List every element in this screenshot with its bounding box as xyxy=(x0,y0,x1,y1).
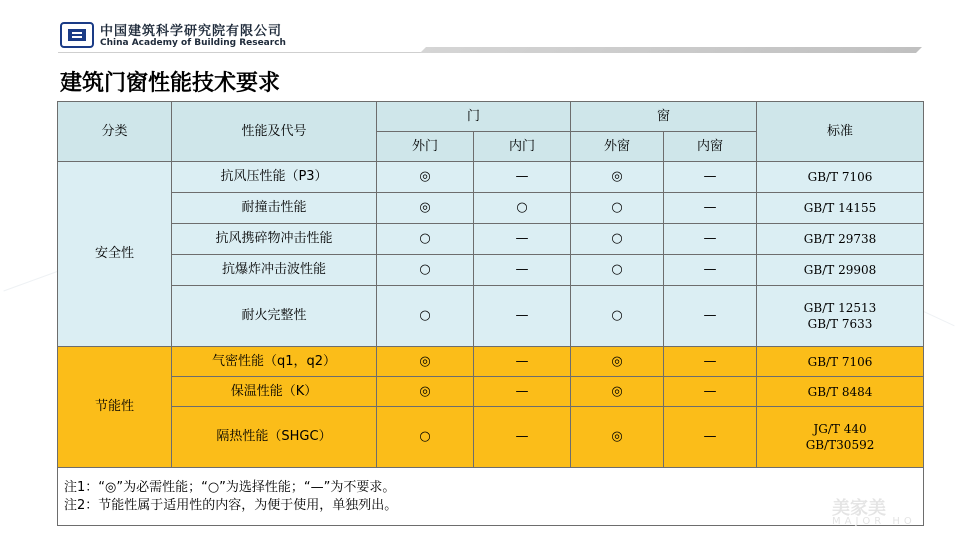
standard-code-secondary: GB/T30592 xyxy=(805,438,875,452)
inner-door-req: — xyxy=(474,347,571,377)
outer-window-req: ◎ xyxy=(571,162,664,193)
inner-window-req: — xyxy=(664,286,757,347)
inner-window-req: — xyxy=(664,377,757,407)
table-row xyxy=(58,255,924,286)
notes-row xyxy=(58,468,924,526)
outer-door-req: ○ xyxy=(377,286,474,347)
inner-window-req: — xyxy=(664,347,757,377)
header-standard: 标准 xyxy=(757,102,924,162)
standard-code: GB/T 7106 xyxy=(757,347,924,377)
table-row xyxy=(58,377,924,407)
outer-window-req: ○ xyxy=(571,224,664,255)
note-1: 注1：“◎”为必需性能；“○”为选择性能；“—”为不要求。 xyxy=(64,479,396,495)
org-name-cn: 中国建筑科学研究院有限公司 xyxy=(100,24,283,39)
outer-window-req: ◎ xyxy=(571,347,664,377)
watermark-en: MAJOR HO xyxy=(832,516,916,527)
header-row xyxy=(58,102,924,132)
subheader-outer-window: 外窗 xyxy=(571,132,664,162)
outer-door-req: ◎ xyxy=(377,347,474,377)
watermark-cn: 美家美 xyxy=(832,498,886,519)
performance-name: 抗爆炸冲击波性能 xyxy=(172,255,377,286)
standard-code: GB/T 29738 xyxy=(757,224,924,255)
notes-cell xyxy=(58,468,924,526)
performance-name: 抗风压性能（P3） xyxy=(172,162,377,193)
subheader-inner-window: 内窗 xyxy=(664,132,757,162)
table-row xyxy=(58,286,924,347)
org-name-en: China Academy of Building Research xyxy=(100,38,286,48)
table-row xyxy=(58,407,924,468)
table-row xyxy=(58,347,924,377)
subheader-inner-door: 内门 xyxy=(474,132,571,162)
inner-door-req: — xyxy=(474,255,571,286)
performance-name: 保温性能（K） xyxy=(172,377,377,407)
outer-door-req: ○ xyxy=(377,255,474,286)
performance-name: 抗风携碎物冲击性能 xyxy=(172,224,377,255)
inner-door-req: — xyxy=(474,286,571,347)
inner-door-req: — xyxy=(474,224,571,255)
inner-door-req: — xyxy=(474,407,571,468)
category-cell: 安全性 xyxy=(58,162,172,347)
inner-window-req: — xyxy=(664,255,757,286)
note-2: 注2：节能性属于适用性的内容，为便于使用，单独列出。 xyxy=(64,497,398,513)
standard-code: GB/T 29908 xyxy=(757,255,924,286)
inner-window-req: — xyxy=(664,407,757,468)
outer-door-req: ◎ xyxy=(377,193,474,224)
outer-door-req: ◎ xyxy=(377,162,474,193)
table-row xyxy=(58,162,924,193)
inner-door-req: — xyxy=(474,162,571,193)
inner-window-req: — xyxy=(664,193,757,224)
outer-window-req: ○ xyxy=(571,255,664,286)
table-row xyxy=(58,193,924,224)
inner-door-req: — xyxy=(474,377,571,407)
header-category: 分类 xyxy=(58,102,172,162)
inner-window-req: — xyxy=(664,162,757,193)
performance-table xyxy=(57,101,924,526)
standard-code: JG/T 440 xyxy=(813,422,867,436)
outer-door-req: ○ xyxy=(377,224,474,255)
outer-window-req: ○ xyxy=(571,286,664,347)
header-stripe xyxy=(420,47,922,53)
outer-window-req: ◎ xyxy=(571,407,664,468)
outer-window-req: ◎ xyxy=(571,377,664,407)
performance-name: 耐火完整性 xyxy=(172,286,377,347)
inner-door-req: ○ xyxy=(474,193,571,224)
header-door: 门 xyxy=(377,102,571,132)
inner-window-req: — xyxy=(664,224,757,255)
standard-code-secondary: GB/T 7633 xyxy=(807,317,873,331)
performance-name: 隔热性能（SHGC） xyxy=(172,407,377,468)
category-cell: 节能性 xyxy=(58,347,172,468)
table-row xyxy=(58,224,924,255)
academy-logo-icon xyxy=(60,22,94,48)
subheader-outer-door: 外门 xyxy=(377,132,474,162)
header-window: 窗 xyxy=(571,102,757,132)
standard-code-cell xyxy=(757,286,924,347)
standard-code: GB/T 8484 xyxy=(757,377,924,407)
header-performance: 性能及代号 xyxy=(172,102,377,162)
standard-code: GB/T 7106 xyxy=(757,162,924,193)
performance-name: 耐撞击性能 xyxy=(172,193,377,224)
page-title: 建筑门窗性能技术要求 xyxy=(60,71,281,96)
outer-door-req: ○ xyxy=(377,407,474,468)
standard-code: GB/T 12513 xyxy=(803,301,877,315)
standard-code-cell xyxy=(757,407,924,468)
performance-name: 气密性能（q1，q2） xyxy=(172,347,377,377)
outer-window-req: ○ xyxy=(571,193,664,224)
outer-door-req: ◎ xyxy=(377,377,474,407)
standard-code: GB/T 14155 xyxy=(757,193,924,224)
header-divider xyxy=(58,52,428,53)
